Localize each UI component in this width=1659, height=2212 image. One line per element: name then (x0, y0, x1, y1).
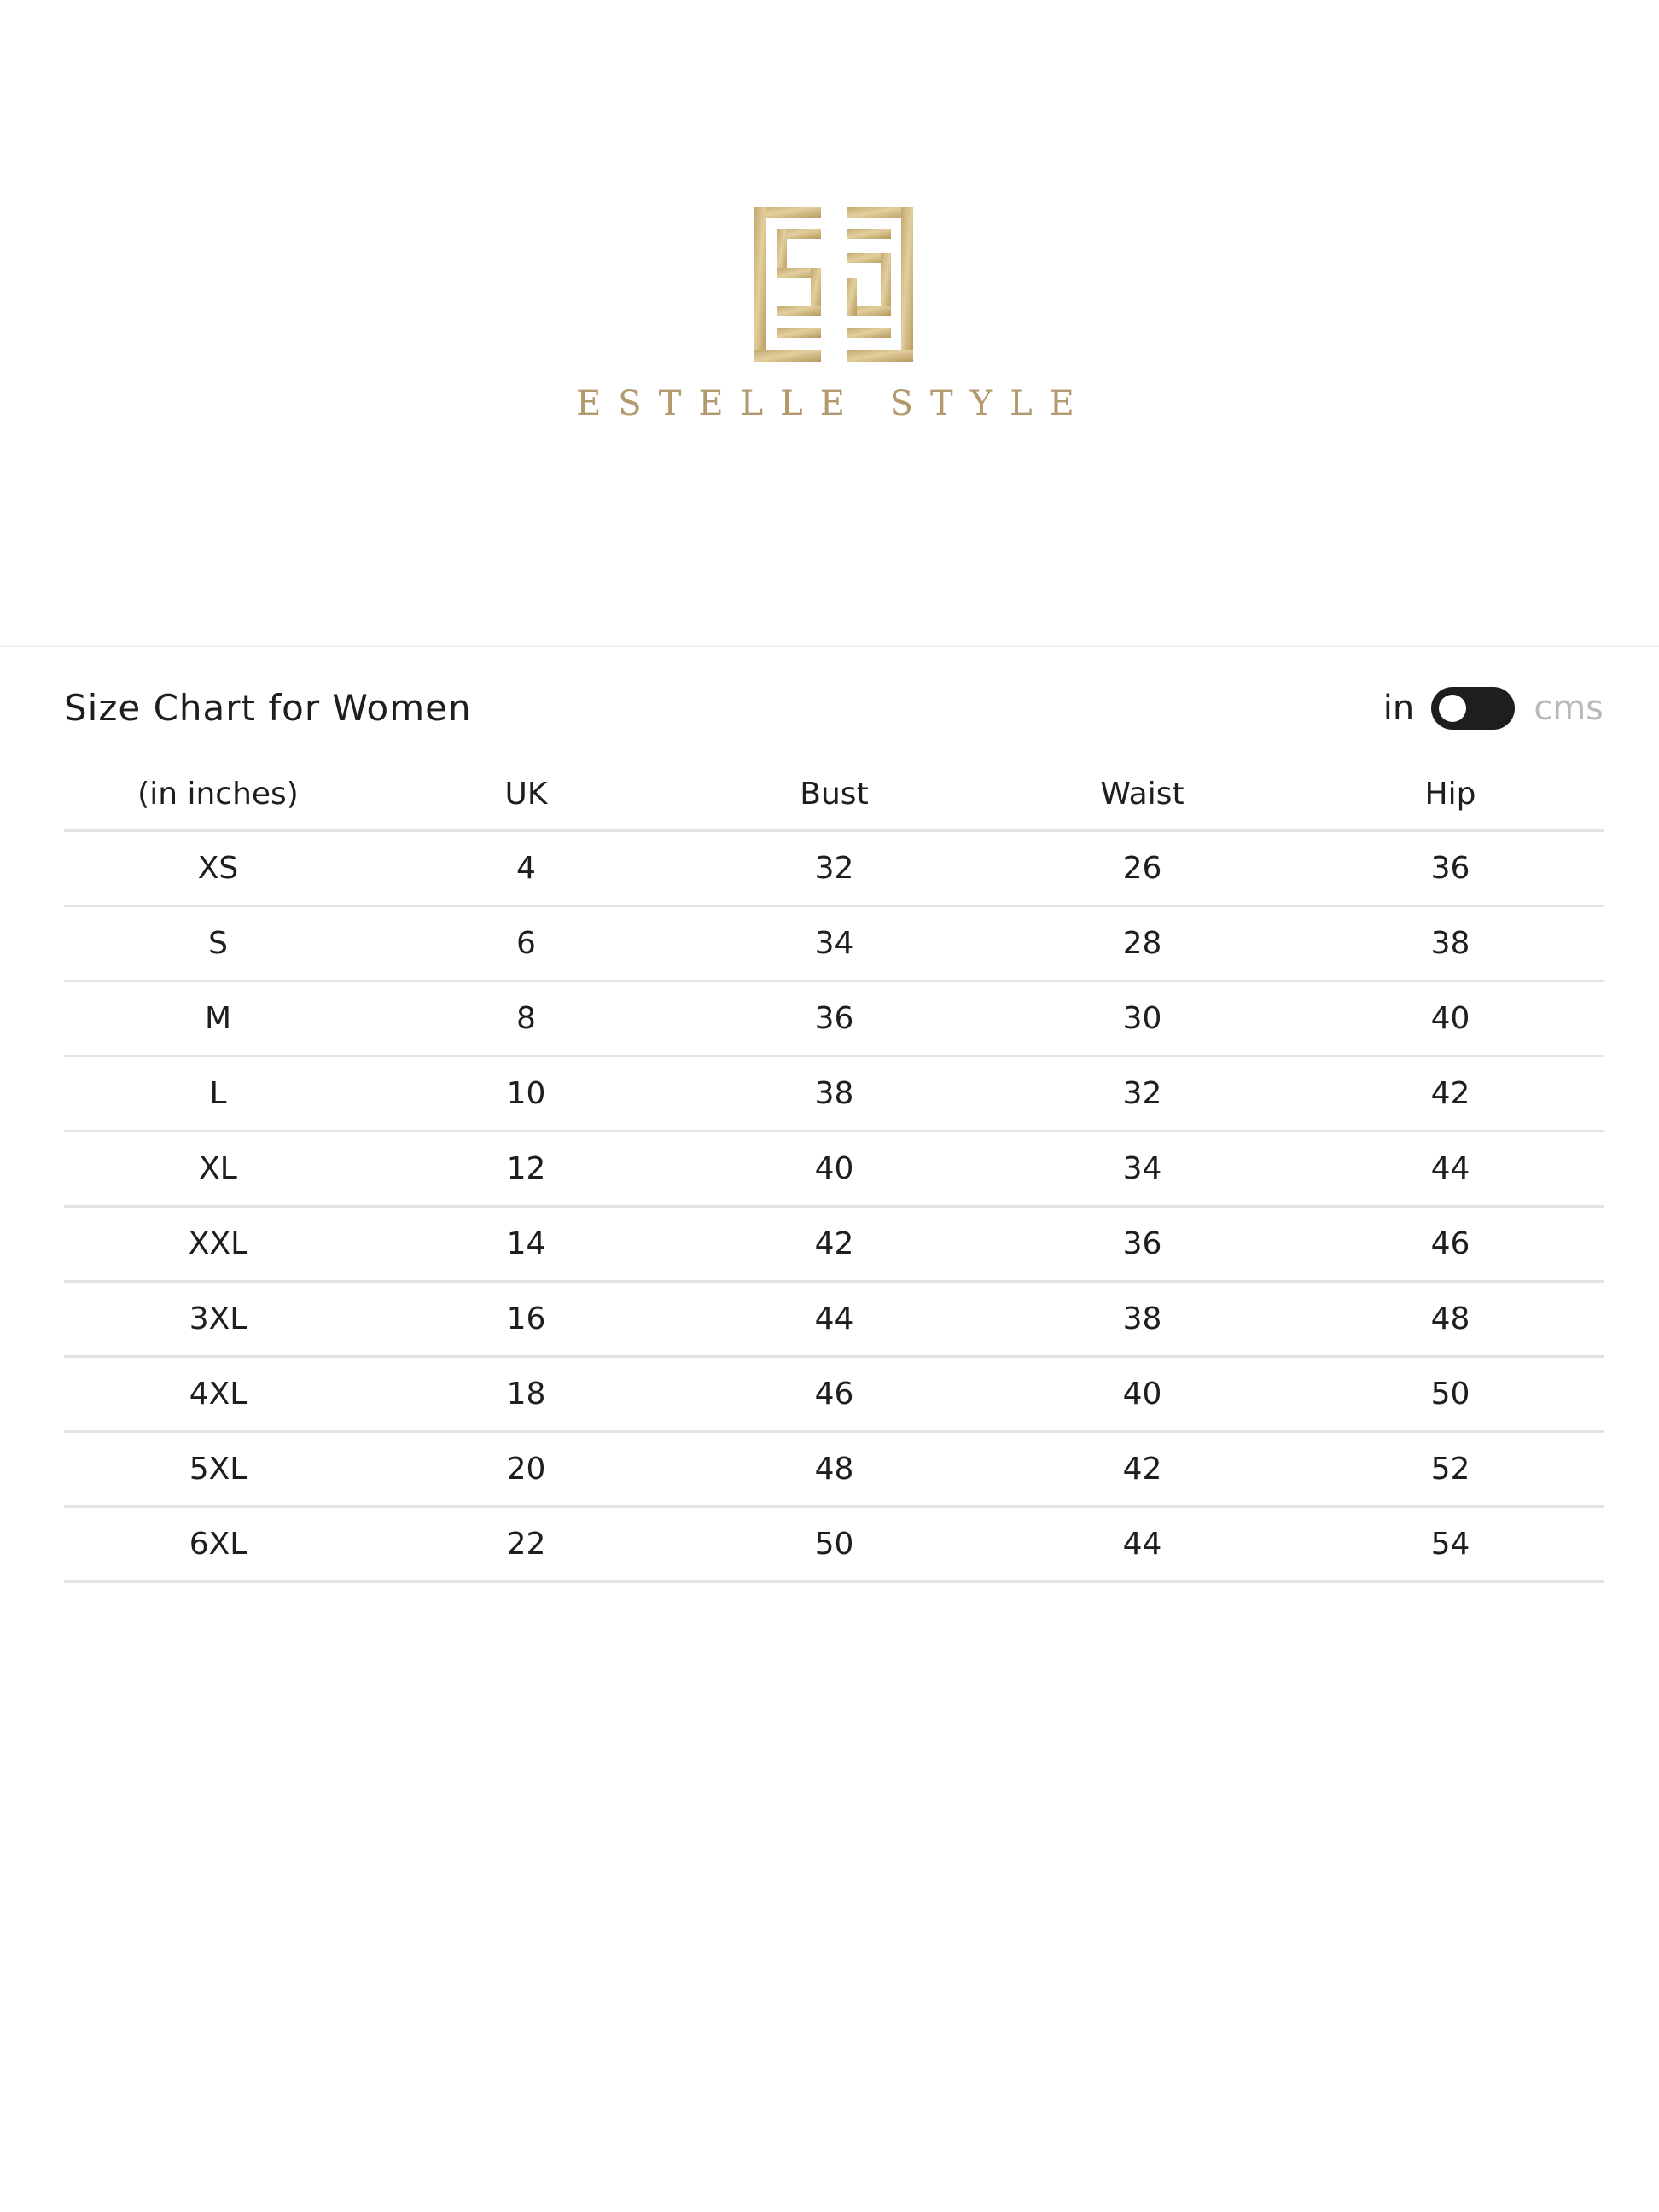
column-header: (in inches) (64, 758, 372, 831)
brand-name: ESTELLE STYLE (576, 384, 1091, 423)
table-row (64, 981, 1604, 1057)
table-cell: 12 (372, 1132, 680, 1207)
column-header: UK (372, 758, 680, 831)
table-cell: 44 (680, 1282, 988, 1357)
table-cell: 40 (988, 1357, 1296, 1432)
table-cell: 48 (1296, 1282, 1604, 1357)
table-cell: L (64, 1057, 372, 1132)
table-body (64, 831, 1604, 1582)
table-cell: 6 (372, 906, 680, 981)
column-header: Waist (988, 758, 1296, 831)
table-cell: 38 (1296, 906, 1604, 981)
table-row (64, 1132, 1604, 1207)
table-cell: 50 (680, 1507, 988, 1582)
table-cell: 46 (680, 1357, 988, 1432)
table-row (64, 1282, 1604, 1357)
table-row (64, 1357, 1604, 1432)
table-cell: 34 (680, 906, 988, 981)
table-cell: 48 (680, 1432, 988, 1507)
unit-toggle[interactable] (1383, 683, 1604, 734)
table-cell: 52 (1296, 1432, 1604, 1507)
column-header: Hip (1296, 758, 1604, 831)
table-row (64, 1432, 1604, 1507)
table-header-row (64, 758, 1604, 831)
table-cell: XL (64, 1132, 372, 1207)
table-row (64, 1507, 1604, 1582)
table-cell: 30 (988, 981, 1296, 1057)
table-cell: 32 (988, 1057, 1296, 1132)
table-cell: 42 (1296, 1057, 1604, 1132)
table-cell: 3XL (64, 1282, 372, 1357)
table-row (64, 831, 1604, 906)
unit-switch[interactable] (1431, 687, 1515, 730)
table-cell: XS (64, 831, 372, 906)
table-cell: 44 (1296, 1132, 1604, 1207)
table-cell: 6XL (64, 1507, 372, 1582)
table-cell: 50 (1296, 1357, 1604, 1432)
column-header: Bust (680, 758, 988, 831)
table-cell: 18 (372, 1357, 680, 1432)
table-cell: 54 (1296, 1507, 1604, 1582)
table-row (64, 1207, 1604, 1282)
table-row (64, 1057, 1604, 1132)
size-chart-title: Size Chart for Women (64, 687, 472, 729)
table-cell: 8 (372, 981, 680, 1057)
table-cell: 40 (1296, 981, 1604, 1057)
table-cell: 5XL (64, 1432, 372, 1507)
table-cell: 10 (372, 1057, 680, 1132)
table-cell: 36 (988, 1207, 1296, 1282)
table-cell: 34 (988, 1132, 1296, 1207)
table-cell: 42 (680, 1207, 988, 1282)
size-chart-table (64, 758, 1604, 1583)
table-cell: 38 (988, 1282, 1296, 1357)
table-cell: 36 (680, 981, 988, 1057)
table-cell: S (64, 906, 372, 981)
table-cell: 42 (988, 1432, 1296, 1507)
table-cell: 46 (1296, 1207, 1604, 1282)
unit-label-in[interactable]: in (1382, 689, 1415, 728)
table-cell: XXL (64, 1207, 372, 1282)
table-cell: 38 (680, 1057, 988, 1132)
table-cell: 4XL (64, 1357, 372, 1432)
table-cell: 16 (372, 1282, 680, 1357)
table-cell: 40 (680, 1132, 988, 1207)
table-cell: 44 (988, 1507, 1296, 1582)
table-cell: 28 (988, 906, 1296, 981)
table-cell: 4 (372, 831, 680, 906)
table-cell: 22 (372, 1507, 680, 1582)
table-cell: 20 (372, 1432, 680, 1507)
header-divider (0, 645, 1659, 647)
unit-label-cms[interactable]: cms (1534, 689, 1604, 728)
estelle-style-monogram-icon (754, 207, 913, 362)
table-cell: 14 (372, 1207, 680, 1282)
table-cell: 26 (988, 831, 1296, 906)
brand-header (0, 0, 1659, 645)
table-cell: 32 (680, 831, 988, 906)
table-row (64, 906, 1604, 981)
unit-switch-knob (1439, 695, 1466, 722)
table-cell: 36 (1296, 831, 1604, 906)
table-cell: M (64, 981, 372, 1057)
